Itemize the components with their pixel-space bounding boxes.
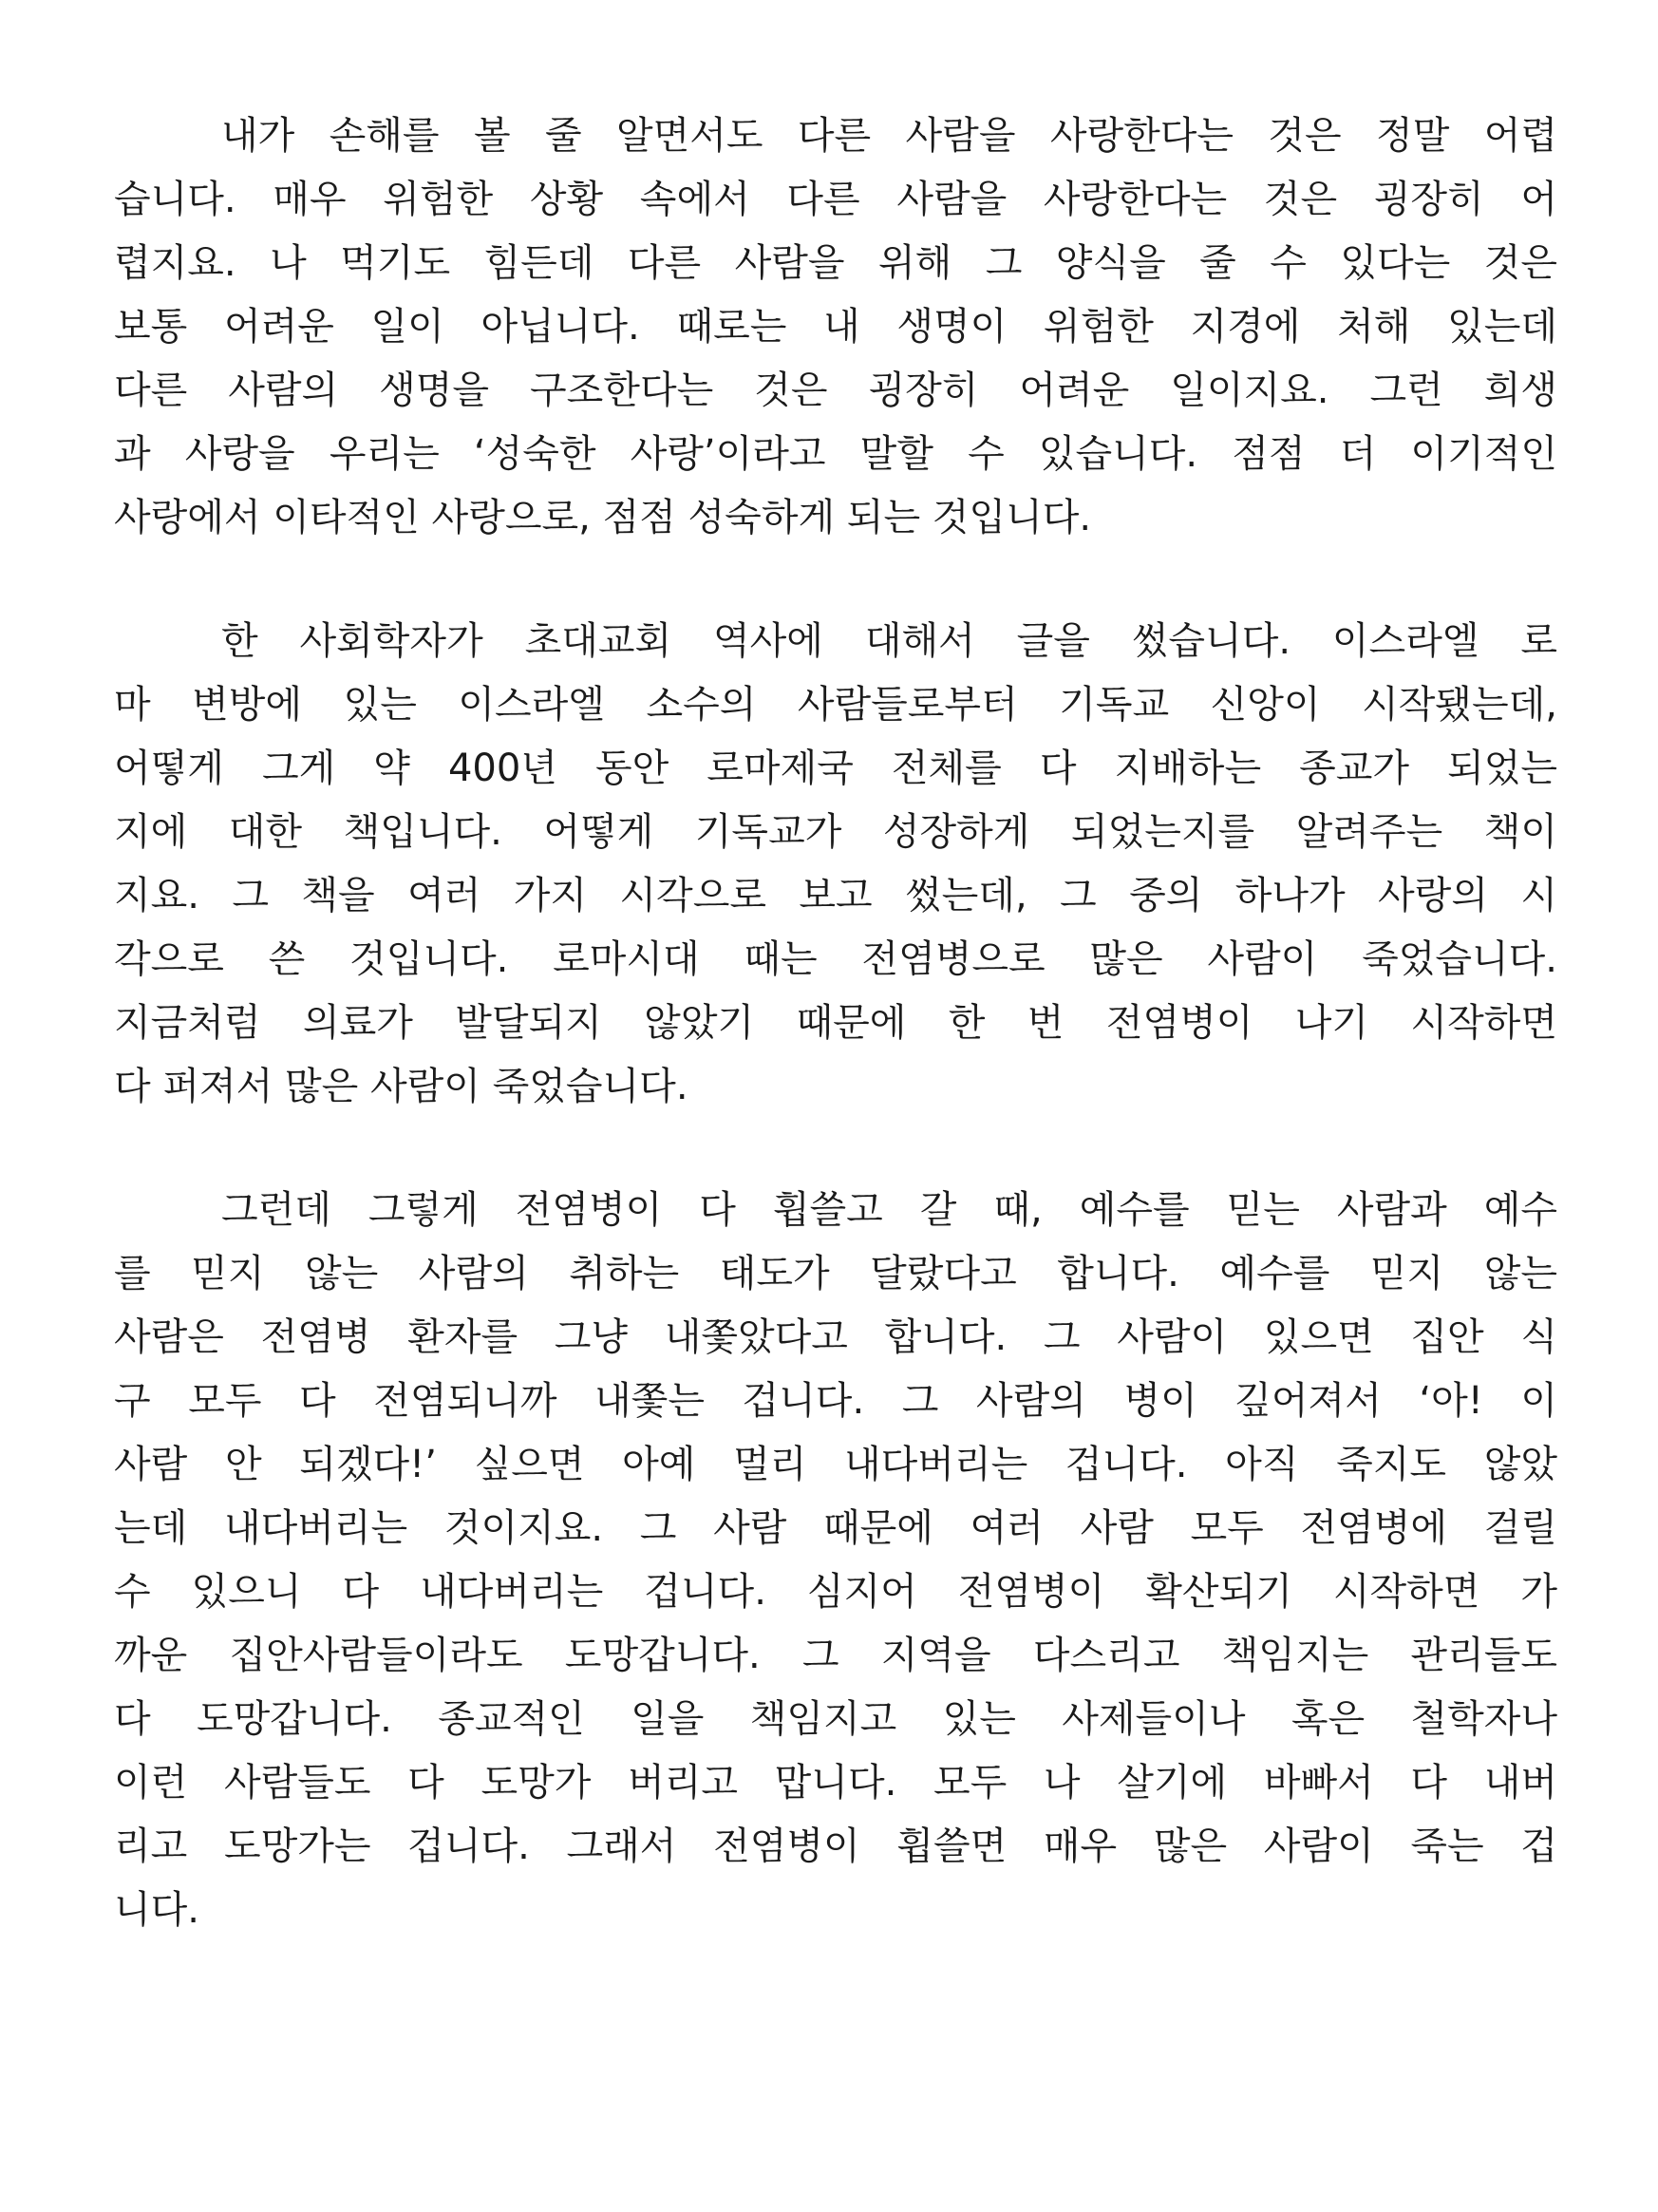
text-line: 내가 손해를 볼 줄 알면서도 다른 사람을 사랑한다는 것은 정말 어렵 bbox=[221, 114, 1557, 158]
paragraph-1 bbox=[114, 104, 1557, 550]
text-line: 다 퍼져서 많은 사람이 죽었습니다. bbox=[114, 1065, 688, 1108]
text-line: 보통 어려운 일이 아닙니다. 때로는 내 생명이 위험한 지경에 처해 있는데 bbox=[114, 305, 1557, 349]
text-line: 어떻게 그게 약 400년 동안 로마제국 전체를 다 지배하는 종교가 되었는 bbox=[114, 747, 1557, 790]
text-line: 다른 사람의 생명을 구조한다는 것은 굉장히 어려운 일이지요. 그런 희생 bbox=[114, 369, 1557, 412]
text-line: 그런데 그렇게 전염병이 다 휩쓸고 갈 때, 예수를 믿는 사람과 예수 bbox=[221, 1188, 1557, 1232]
paragraph-3 bbox=[114, 1179, 1557, 1942]
text-line: 과 사랑을 우리는 ‘성숙한 사랑’이라고 말할 수 있습니다. 점점 더 이기적인 bbox=[114, 432, 1557, 476]
paragraph-2 bbox=[114, 610, 1557, 1119]
text-line: 지금처럼 의료가 발달되지 않았기 때문에 한 번 전염병이 나기 시작하면 bbox=[114, 1001, 1557, 1045]
text-line: 사람 안 되겠다!’ 싶으면 아예 멀리 내다버리는 겁니다. 아직 죽지도 않았 bbox=[114, 1443, 1557, 1486]
text-line: 다 도망갑니다. 종교적인 일을 책임지고 있는 사제들이나 혹은 철학자나 bbox=[114, 1697, 1557, 1741]
text-line: 이런 사람들도 다 도망가 버리고 맙니다. 모두 나 살기에 바빠서 다 내버 bbox=[114, 1761, 1557, 1805]
document-page bbox=[114, 104, 1557, 2002]
text-line: 한 사회학자가 초대교회 역사에 대해서 글을 썼습니다. 이스라엘 로 bbox=[221, 619, 1557, 663]
text-line: 리고 도망가는 겁니다. 그래서 전염병이 휩쓸면 매우 많은 사람이 죽는 겁 bbox=[114, 1824, 1557, 1868]
text-line: 습니다. 매우 위험한 상황 속에서 다른 사람을 사랑한다는 것은 굉장히 어 bbox=[114, 178, 1557, 221]
text-line: 사랑에서 이타적인 사랑으로, 점점 성숙하게 되는 것입니다. bbox=[114, 496, 1092, 539]
text-line: 각으로 쓴 것입니다. 로마시대 때는 전염병으로 많은 사람이 죽었습니다. bbox=[114, 937, 1557, 981]
text-line: 지요. 그 책을 여러 가지 시각으로 보고 썼는데, 그 중의 하나가 사랑의 시 bbox=[114, 874, 1557, 917]
text-line: 사람은 전염병 환자를 그냥 내쫓았다고 합니다. 그 사람이 있으면 집안 식 bbox=[114, 1315, 1557, 1359]
text-line: 지에 대한 책입니다. 어떻게 기독교가 성장하게 되었는지를 알려주는 책이 bbox=[114, 810, 1557, 854]
text-line: 는데 내다버리는 것이지요. 그 사람 때문에 여러 사람 모두 전염병에 걸릴 bbox=[114, 1506, 1557, 1550]
text-line: 마 변방에 있는 이스라엘 소수의 사람들로부터 기독교 신앙이 시작됐는데, bbox=[114, 683, 1557, 727]
text-line: 를 믿지 않는 사람의 취하는 태도가 달랐다고 합니다. 예수를 믿지 않는 bbox=[114, 1252, 1557, 1295]
text-line: 구 모두 다 전염되니까 내쫓는 겁니다. 그 사람의 병이 깊어져서 ‘아! 이 bbox=[114, 1379, 1557, 1423]
text-line: 수 있으니 다 내다버리는 겁니다. 심지어 전염병이 확산되기 시작하면 가 bbox=[114, 1570, 1557, 1614]
text-line: 니다. bbox=[114, 1888, 199, 1932]
text-line: 렵지요. 나 먹기도 힘든데 다른 사람을 위해 그 양식을 줄 수 있다는 것은 bbox=[114, 241, 1557, 285]
text-line: 까운 집안사람들이라도 도망갑니다. 그 지역을 다스리고 책임지는 관리들도 bbox=[114, 1634, 1557, 1677]
